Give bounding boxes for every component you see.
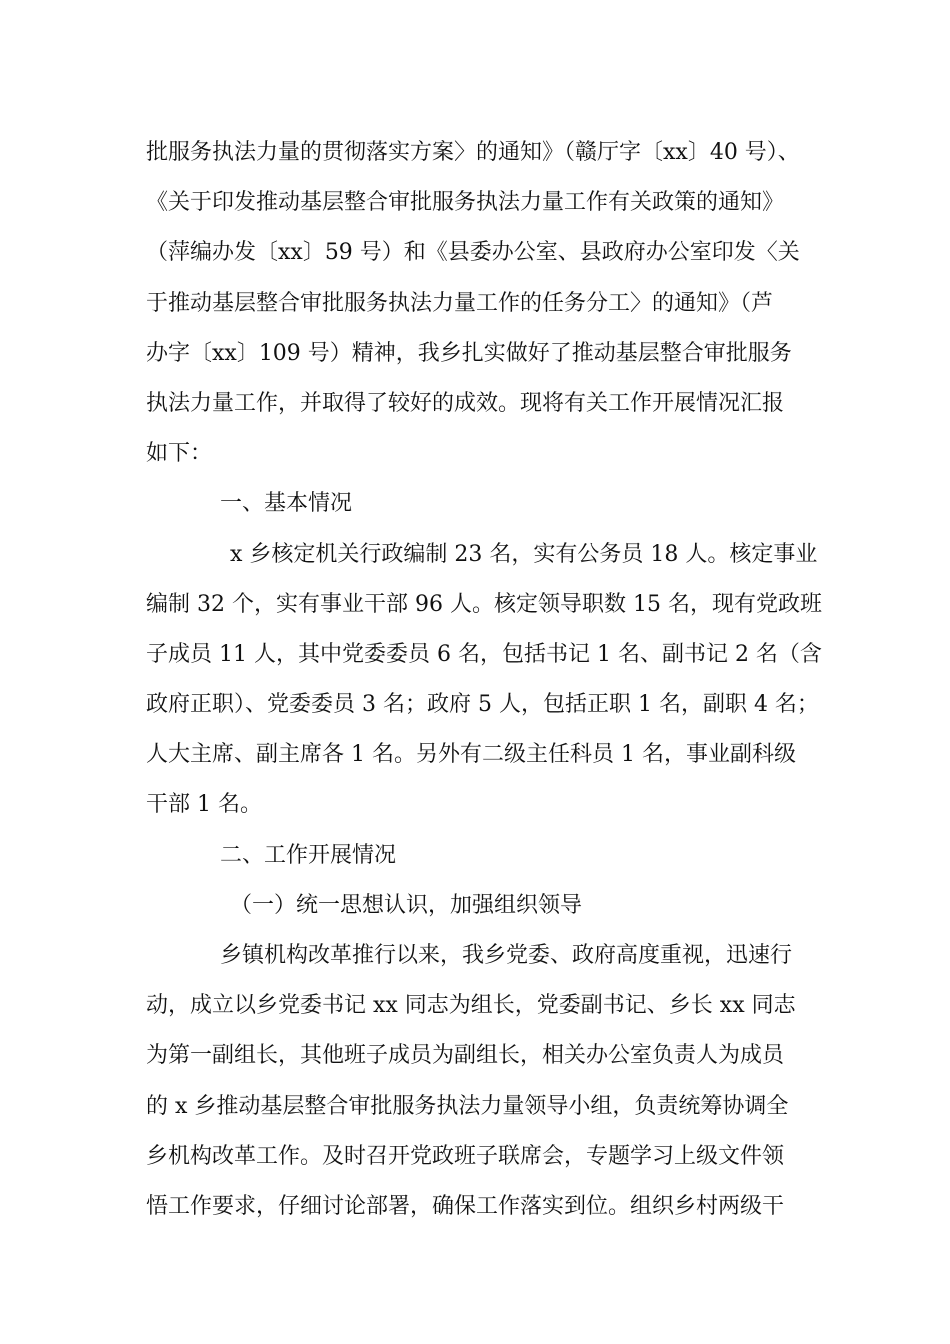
body-line: 的 x 乡推动基层整合审批服务执法力量领导小组，负责统筹协调全 <box>146 1093 789 1119</box>
body-line: 《关于印发推动基层整合审批服务执法力量工作有关政策的通知》 <box>146 190 785 216</box>
body-line: 人大主席、副主席各 1 名。另外有二级主任科员 1 名，事业副科级 <box>146 742 796 768</box>
section-heading-basic: 一、基本情况 <box>220 491 353 517</box>
paragraph-first-line: 乡镇机构改革推行以来，我乡党委、政府高度重视，迅速行 <box>220 943 793 968</box>
body-line: 乡机构改革工作。及时召开党政班子联席会，专题学习上级文件领 <box>146 1143 785 1169</box>
body-line: 编制 32 个，实有事业干部 96 人。核定领导职数 15 名，现有党政班 <box>146 591 822 617</box>
body-line: 悟工作要求，仔细讨论部署，确保工作落实到位。组织乡村两级干 <box>146 1193 785 1219</box>
subsection-heading: （一）统一思想认识，加强组织领导 <box>230 892 583 918</box>
body-line: 执法力量工作，并取得了较好的成效。现将有关工作开展情况汇报 <box>146 390 785 416</box>
body-line: 为第一副组长，其他班子成员为副组长，相关办公室负责人为成员 <box>146 1043 785 1069</box>
body-line: 批服务执法力量的贯彻落实方案〉的通知》（赣厅字〔xx〕40 号）、 <box>146 140 800 165</box>
body-line: 如下： <box>146 441 213 467</box>
body-line: （萍编办发〔xx〕59 号）和《县委办公室、县政府办公室印发〈关 <box>146 240 800 266</box>
body-line: 干部 1 名。 <box>146 792 262 818</box>
paragraph-first-line: x 乡核定机关行政编制 23 名，实有公务员 18 人。核定事业 <box>230 541 818 567</box>
body-line: 于推动基层整合审批服务执法力量工作的任务分工〉的通知》（芦 <box>146 290 774 316</box>
document-body <box>146 128 822 1232</box>
section-heading-work: 二、工作开展情况 <box>220 842 397 868</box>
body-line: 子成员 11 人，其中党委委员 6 名，包括书记 1 名、副书记 2 名（含 <box>146 641 822 667</box>
body-line: 办字〔xx〕109 号）精神，我乡扎实做好了推动基层整合审批服务 <box>146 340 792 366</box>
body-line: 动，成立以乡党委书记 xx 同志为组长，党委副书记、乡长 xx 同志 <box>146 993 796 1019</box>
body-line: 政府正职）、党委委员 3 名；政府 5 人，包括正职 1 名，副职 4 名； <box>146 692 819 718</box>
